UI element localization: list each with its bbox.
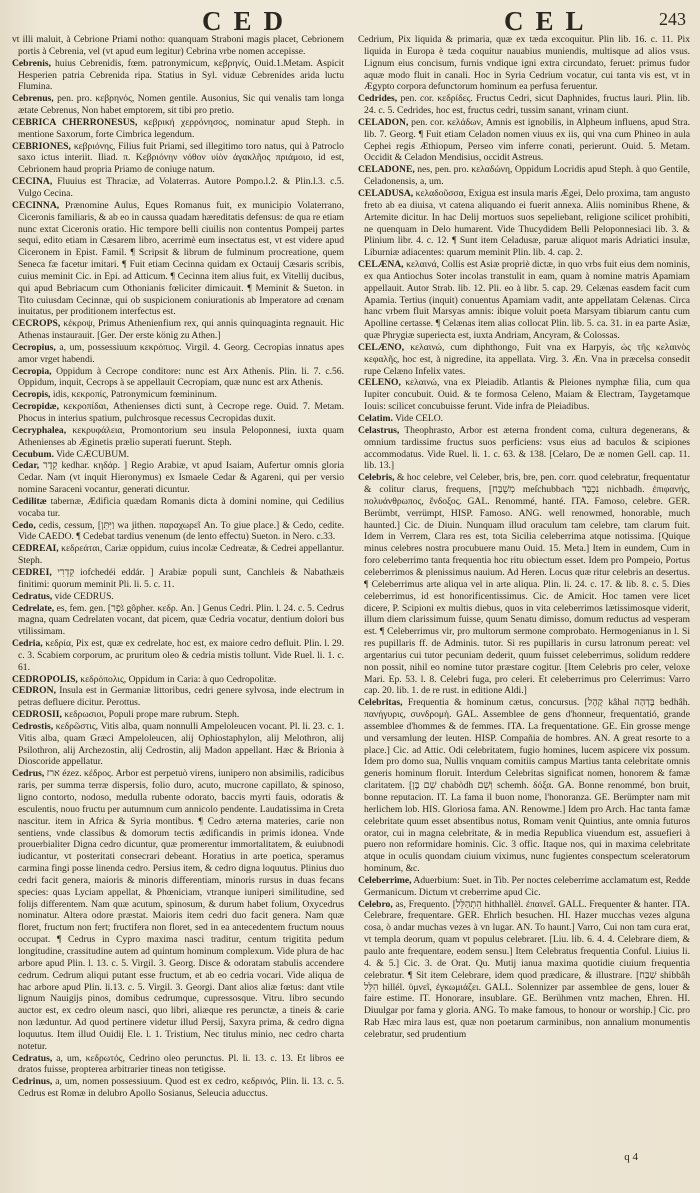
entry-text: κελαδοῦσσα, Exigua est insula maris Ægei, Delo proxima, tam angusto freto ab ea diuisa, vt catena aliquando ei fuerit annexa. Aliis nominibus Rhene, & Artemite dicitur. In hac Delij mortuos suos sepeliebant, religione scilicet prohibiti, ne quenquam in Delo humarent. Vide Thucydidem Belli Peloponnesiaci lib. 3. & Plinium libr. 4. c. 12. ¶ Sunt item Celadusæ, paruæ aliquot maris Adriatici insulæ, Liburniæ adiacentes: quarum meminit Plin. lib. 4. cap. 2. — [364, 187, 690, 259]
entry-text: Oppidum à Cecrope conditore: nunc est Arx Athenis. Plin. li. 7. c.56. Oppidum, inquit, Cecrops à se appellauit Cecropiam, quæ nunc est arx Athenis. — [18, 365, 344, 389]
dictionary-entry — [358, 425, 690, 472]
dictionary-entry — [12, 449, 344, 461]
entry-text: Insula est in Germaniæ littoribus, cedri genere sylvosa, inde electrum in petras defluere dicitur. Perottus. — [18, 685, 344, 709]
entry-text: κεδρόπολις, Oppidum in Caria: à quo Cedropolitæ. — [80, 673, 277, 685]
entry-text: vt illi maluit, à Cebrione Priami notho: quanquam Straboni magis placet, Cebrionem portis à Cebrenia, vel (vt apud eum legitur) Cebrina vrbe nomen accepisse. — [12, 34, 344, 57]
dictionary-entry — [12, 141, 344, 177]
entry-headword: Cebrenus, — [12, 93, 54, 105]
entry-headword: Celebritas, — [358, 697, 403, 709]
entry-headword: Cedilitæ — [12, 495, 47, 507]
right-column — [358, 34, 690, 1181]
dictionary-entry — [12, 200, 344, 318]
entry-text: & hoc celebre, vel Celeber, bris, bre, pen. corr. quod celebratur, frequentatur & colitur clarus, frequens, [מְשֻׁבָּח meſchubbach נִכְבָּד nichbadh. ἐπιφανής, πολυάνθρωπος, ἔνδοξος. GAL. Renommé, hanté. ITA. Famoso, celebre. GER. Berümbt, verrümpt, HISP. Famoso. ANG. well renowmed, honorable, much haunted.] Cic. de Diuin. Nunquam illud oraculum tam celebre, tam clarum fuit. Idem in Verrem, Clara res est, tota Sicilia celeberrima atque notissima. [Quique minus celebres nostra procubuere manu Ouid. 15. Meta.] Item in eundem, Cum in foro celeberrimo tanta frequentia hoc ritu obiectum esset. Idem pro Pompeio, Portus celeberrimos & plenissimus nauium. Ad Heren. Locus quæ ritur celebris an desertus. ¶ Celeberrimus arte aliqua vel in arte aliqua. Plin. li. 24. c. 17. & lib. 8. c. 5. Dies celeberrimus, id est honorificentissimus. Cic. de Amicit. Hoc tamen vere licet dicere, P. Scipioni ex multis diebus, quos in vita celeberrimos lætissimosque viderit, illum diem clarissimum fuisse, quum Senatu dimisso, domum reductus ad vesperam est. ¶ Celeberrimus vir, pro multorum sermone comprobato. Hermogenianus in l. Si res pupillaris ff. de Adminis. tutor. Si res pupillaris in cursu latronum pereat: vel argentarius cui tutor pecuniam dederit, quum fuisset celeberrimus, solidum reddere non possit, nihil eo nomine tutor præstare cogitur. [Item Celebris pro celer, veloxe Mari. Ep. 53. l. 8. Celebri fuga, pro celeri. Et celeberrimus pro Celerrimus: Varro cap. 20. lib. 1. de re rust. in editione Aldi.] — [364, 472, 690, 697]
entry-text: Vide CÆCUBUM. — [56, 448, 130, 460]
entry-headword: CEDRON, — [12, 685, 56, 697]
entry-text: κεδρωσιοι, Populi prope mare rubrum. Steph. — [64, 709, 240, 721]
page-number: 243 — [659, 9, 686, 29]
entry-headword: CELADUSA, — [358, 187, 414, 199]
dictionary-entry — [12, 638, 344, 674]
entry-headword: CEDROPOLIS, — [12, 673, 78, 685]
entry-headword: Celeberrime, — [358, 874, 412, 886]
dictionary-entry — [12, 685, 344, 709]
dictionary-entry — [12, 176, 344, 200]
entry-headword: CECROPS, — [12, 318, 61, 330]
entry-text: κεδρία, Pix est, quæ ex cedrelate, hoc est, ex maiore cedro defluit. Plin. l. 29. c. 3. Scabiem corporum, ac pruritum oleo & cedria mistis tollunt. Vide Ruel. li. 1. c. 61. — [18, 638, 344, 673]
entry-text: κεβρική χερρόνησος, nominatur apud Steph. in mentione Saxorum, forte Cimbrica legendum. — [18, 116, 344, 140]
entry-headword: Cedrostis, — [12, 720, 54, 732]
entry-text: קֵדְרִי iofchedéi eddár. ] Arabiæ populi sunt, Canchleis & Nabathæis finitimi: quorum meminit Pli. li. 5. c. 11. — [18, 566, 344, 590]
entry-text: pen. cor. κεδρίδες. Fructus Cedri, sicut Daphnides, fructus lauri. Plin. lib. 24. c. 5. Cedrides, hoc est, fructus cedri, tussim sanant, vrinam ciunt. — [364, 93, 690, 117]
dictionary-entry — [358, 164, 690, 188]
entry-text: κελαινώ, vna ex Pleiadib. Atlantis & Pleiones nymphæ filia, cum qua Iupiter concubuit. Ouid. & te formosa Celeno, Maiam & Electram, Taygetamque Iouis: scilicet concubuisse ferunt. Vide infra de Pleiadibus. — [364, 377, 690, 413]
entry-headword: Cecryphalea, — [12, 424, 67, 436]
entry-text: Theophrasto, Arbor est æterna frondent coma, cultura degenerans, & omnium tardissime fructus suos perficiens: vsus eius ad baculos & scipiones accommodatus. Vide Ruel. li. 1. c. 63. & 138. [Celaro, De æ nomen Gell. cap. 11. lib. 13.] — [364, 424, 690, 472]
dictionary-entry — [12, 366, 344, 390]
entry-text: tabernæ, Ædificia quædam Romanis dicta à domini nomine, qui Cedilius vocaba tur. — [18, 495, 344, 519]
left-column — [12, 34, 344, 1181]
entry-text: Frequentia & hominum cætus, concursus. [קָהָל kâhal בֶּדְהָה bedhâh. πανήγυρις, συνδρομὴ. GAL. Assemblee de gens d'honneur, frequentatió, grande assemblee d'hommes & de femmes. ITA. La frequentatione. GE. Ein grosse menge und versamlung der leuten. HISP. Compañia de hombres. AN. A great resorte to a place.] Cic. ad Attic. Odi celebritatem, fugio homines, lucem aspicere vix possum. Idem pro domo sua, Nullis vnquam comitiis campus Martius tanta celebritate omnis generis hominum floruit. Interdum Celebritas significat nomen, honorem & famæ claritatem. [שֵׁם בֶּן chabòdh וְשֵׁם schemh. δόξα. GA. Bonne renommé, bon bruit, bonne reputacion. IT. La fama il buon nome, l'honoranza. GE. Berümpter nam mit herlichem lob. HIS. Gloriosa fama. AN. Renowme.] Idem pro Arch. Hac tanta famæ celebritate quum esset absentibus notus, Romam venit Quintius, ante omnia futuros orator, cui in magna celebritate, & in media Republica viuendum est, assuefieri à puero non reformidare hominis. Cic. 3 offic. Itaque nos, qui in maxima celebritate atque in oculis quondam ciuium viximus, nunc fugientes conspectum sceleratorum hominum, &c. — [364, 697, 690, 875]
entry-headword: CELADONE, — [358, 164, 415, 176]
dictionary-entry — [358, 899, 690, 1041]
entry-text: cedis, cessum, [וַיִּתֵּן wa jithen. παραχωρεῖ An. To giue place.] & Cedo, cedite. Vide CAEDO. ¶ Cedebat tardius venenum (de lento effectu) Sueton. in Nero. c.33. — [18, 519, 344, 543]
entry-text: nes, pen. pro. κελαδώνη, Oppidum Locridis apud Steph. à quo Gentile, Celadonensis, a, um. — [364, 164, 690, 188]
entry-headword: Cecropis, — [12, 389, 51, 401]
dictionary-entry — [12, 543, 344, 567]
dictionary-entry — [12, 768, 344, 1052]
entry-headword: Cedrus, — [12, 768, 45, 780]
dictionary-entry — [12, 674, 344, 686]
entry-headword: Celebris, — [358, 472, 395, 484]
entry-headword: CEDREAI, — [12, 543, 59, 555]
entry-text: ארז ézez. κέδρος. Arbor est perpetuò virens, iunipero non absimilis, radicibus raris, per summa terræ dispersis, folio duro, acuto, mucrone capillato, & spinoso, ligno contorto, nodoso, medulla rubente odorato, baccis myrti fauis, odoratis & esculentis, nouo fructu per autumnum cum annicolo pendente. Laudatissima in Creta nascitur. item in Africa & Syria montibus. ¶ Cedro æterna materies, carie non sentiens, vnde classibus & domorum tectis ædificandis in primis idonea. Vnde prouerbialiter Digna cedro dicuntur, quæ promerentur immortalitatem, & euiubnodi iudicantur, vt posteritati consecrari debeant. Horatius in arte poetica, speramus carmina fingi posse linenda cedro. Persius item, & cedro digna loquutus. Plinius duo cedri facit genera, maioris & minoris differentiam, minoris rursus in duas fecans species: quas Lyciam appellat, & Phœniciam, vtranque iuniperi similitudine, sed folijs differentem. Nam quæ acutum, spinosum, & durum habet folium, Oxycedrus nominatur. Altera odore præstat. Maioris item cedri duo facit genera. Nam quæ floret, fructum non fert; fructifera non floret, sed in ea antecedentem fructum nouus occupat. ¶ Cedrus in Cypro maxima nasci traditur, centum trigitita pedum longitudine, crassitudine autem ad quintum hominum complexum. Vide plura de hac arbore apud Plin. l. 13. c. 5. Virgil. 3. Georg. Disce & odoratam stabulis accendere cedrum. Cedrum aliqui putant esse fructum, et ab eo cedria vocari. Vide aliqua de hac arbore apud Plin. li.13. c. 5. Virgil. 3. Georgi. Dant alios aliæ fœtus: dant vtile lignum Nauigijs pinos, domibus cedrumque, cupressosque. Vitru. libro secundo auctor est, ex cedro oleum nasci, quo libri, aliæque res perunctæ, a tineis & carie non læduntur. Ad quod pertinere videtur illud Persij, Saxyra prima, & cedro digna loquutus. Item illud Ouidij Ele. l. 1. Tristium, Nec titulus minio, nec cedro charta notetur. — [18, 768, 344, 1052]
dictionary-entry — [12, 1053, 344, 1077]
dictionary-entry — [12, 58, 344, 94]
dictionary-entry — [12, 342, 344, 366]
entry-text: Cedrium, Pix liquida & primaria, quæ ex tæda excoquitur. Plin lib. 16. c. 11. Pix liquida in Europa è tæda coquitur nauabius muniendis, multisque ad alios vsus. Lignum eius concisum, furnis vndique igni extra circundato, feruet: primus fudor aquæ modo fluit in canali. Hoc in Syria Cedrium vocatur, cui tanta vis est, vt in Ægypto corpora defunctorum hominum ea perfusa feruentur. — [358, 34, 690, 93]
dictionary-entry — [358, 875, 690, 899]
dictionary-entry — [12, 567, 344, 591]
entry-text: קֵדָר kedhar. κηδάρ. ] Regio Arabiæ, vt apud Isaiam, Aufertur omnis gloria Cedar. Nam (vt inquit Hieronymus) ex Ismaele Cedar & Agareni, qui per versio nomine Saraceni vocantur, generati dicuntur. — [18, 460, 344, 496]
dictionary-entry — [12, 117, 344, 141]
entry-text: κεβριόνης, Filius fuit Priami, sed illegitimo toro natus, qui à Patroclo saxo ictus interiit. Iliad. π. Κεβριόνην νόθον υἱὸν ἀγακλῆος πριάμοιο, id est, Cebrionem haud propria Priamo de coniuge natum. — [18, 140, 344, 176]
dictionary-entry — [12, 425, 344, 449]
entry-headword: CEDREI, — [12, 566, 52, 578]
dictionary-entry — [12, 721, 344, 768]
two-column-body — [12, 34, 690, 1181]
entry-headword: Cecropia, — [12, 365, 52, 377]
entry-text: Vide CELO. — [395, 413, 444, 424]
entry-headword: Cedratus, — [12, 590, 53, 602]
dictionary-entry — [12, 401, 344, 425]
entry-text: κεδρεάται, Cariæ oppidum, cuius incolæ Cedreatæ, & Cedrei appellantur. Steph. — [18, 543, 344, 567]
entry-text: a, um, κεδρωτός, Cedrino oleo perunctus. Pl. li. 13. c. 13. Et libros ee dratos fuisse, propterea arbitrarier tineas non tetigisse. — [18, 1052, 344, 1076]
entry-text: a, um, possessiuum κεκρόπιος. Virgil. 4. Georg. Cecropias innatus apes amor vrget habendi. — [18, 341, 344, 365]
entry-text: κέκροψ, Primus Athenienfium rex, qui annis quinquaginta regnauit. Hic Athenas instaurauit. [Ger. Der erste könig zu Athen.] — [18, 318, 344, 342]
dictionary-entry — [358, 259, 690, 342]
dictionary-entry — [12, 520, 344, 544]
entry-text: idis, κεκροπίς, Patronymicum fœmininum. — [52, 389, 217, 401]
entry-text: Aduerbium: Suet. in Tib. Per noctes celeberrime acclamatum est, Redde Germanicum. Dictum vt creberrime apud Cic. — [364, 874, 690, 898]
entry-headword: Celatim. — [358, 413, 393, 424]
dictionary-entry — [358, 413, 690, 425]
entry-headword: Cecropius, — [12, 341, 56, 353]
dictionary-entry — [358, 188, 690, 259]
entry-headword: CECINA, — [12, 176, 53, 188]
entry-text: κελαινά, Collis est Asiæ propriè dictæ, in quo vrbs fuit eius dem nominis, ex qua Antiochus Soter incolas transtulit in eam, quam à nomine matris Apamiam appellauit. Autor Strab. lib. 12. Pli. eo à libr. 5. cap. 29. Celænas easdem facit cum Apamia. Tertius (inquit) conuentus Apamiam vadit, ante appellatam Celænas. Circa hanc vrbem fluit Marsyas amnis: ibique voluit poeta Marsyam tibiarum cantu cum Apolline certasse. ¶ Celænas item alias collocat Plin. lib. 5. ca. 31. in ea parte Asiæ, quæ Phrygiæ superiecta est, iuxta Andriam, Ancyram, & Colossas. — [364, 259, 690, 342]
entry-text: Prænomine Aulus, Eques Romanus fuit, ex municipio Volaterrano, Ciceronis familiaris, & ab eo in caussa quadam hæreditatis defensus: de qua re etiam nunc extat Ciceronis oratio. Hic tempore belli ciuilis non contentus Pompeij partes sequi, edito etiam in Cæsarem libro, acerrimè eum insectatus est, vt est videre apud Ciceronem in Epist. Famil. ¶ Scripsit & librum de fulminum procreatione, quem Seneca fæ facetur imitari. ¶ Fuit etiam Cecinna quidam ex Octauij Cæsaris scribis, cuius meminit Cic. in Epi. ad Atticum. ¶ Cecinna item alius fuit, ex Vitellij ducibus, qui apud Bebriacum cum Othonianis fœliciter dimicauit. ¶ Meminit & Sueton. in Tito cuiusdam Cecinnæ, qui ob suspicionem coniurationis ab Imperatore ad cœnam inuitatus, per proditionem interfectus est. — [18, 199, 344, 318]
entry-text: a, um, nomen possessiuum. Quod est ex cedro, κεδρινός, Plin. li. 13. c. 5. Cedrus est Romæ in delubro Apollo Sosianus, Seleucia aducctus. — [18, 1076, 344, 1100]
dictionary-entry — [12, 496, 344, 520]
entry-text: Fluuius est Thraciæ, ad Volaterras. Autore Pompo.l.2. & Plin.l.3. c.5. Vulgo Cecina. — [18, 176, 344, 199]
entry-headword: CEDROSII, — [12, 709, 62, 721]
dictionary-entry — [12, 93, 344, 117]
entry-headword: Cecubum. — [12, 448, 54, 460]
entry-headword: CELÆNA, — [358, 259, 404, 271]
entry-headword: Cedrides, — [358, 93, 398, 105]
entry-headword: Cedrelate, — [12, 602, 55, 614]
dictionary-entry — [12, 591, 344, 603]
dictionary-entry — [12, 603, 344, 639]
dictionary-entry — [358, 377, 690, 413]
entry-text: vide CEDRUS. — [54, 590, 114, 602]
header-left-title: CED — [202, 6, 296, 36]
dictionary-entry — [12, 34, 344, 58]
dictionary-entry — [12, 709, 344, 721]
entry-headword: Cedar, — [12, 460, 40, 472]
entry-headword: Celebro, — [358, 898, 393, 910]
dictionary-entry — [358, 472, 690, 697]
entry-headword: Celastrus, — [358, 424, 400, 436]
header-right-title: CEL — [504, 6, 596, 36]
entry-headword: CELÆNO, — [358, 341, 405, 353]
dictionary-entry — [12, 389, 344, 401]
entry-headword: Cebrenis, — [12, 57, 51, 69]
dictionary-entry — [358, 117, 690, 164]
running-header — [12, 6, 686, 36]
entry-headword: Cedrinus, — [12, 1076, 53, 1088]
dictionary-entry — [358, 697, 690, 875]
entry-text: es, fem. gen. [גֹּפֶר gôpher. κεδρ. An. ] Genus Cedri. Plin. l. 24. c. 5. Cedrus magna, quam Cedrelaten vocant, dat picem, quæ Cedria vocatur, dentium dolori bus vtilissimam. — [18, 602, 344, 638]
entry-text: κεδρῶστις, Vitis alba, quam nonnulli Ampeloleucen vocant. Pl. li. 23. c. 1. Vitis alba, quam Græci Ampeloleucen, alij Ophiostaphylon, alij Melothron, alij Psilothron, alij Archezostin, alij Cedrostin, alij Madon appellant. Hæc & Brionia à Dioscoride appellatur. — [18, 720, 344, 768]
entry-headword: CEBRIONES, — [12, 140, 71, 152]
dictionary-entry — [358, 342, 690, 378]
entry-headword: Cedria, — [12, 638, 43, 650]
dictionary-entry — [12, 460, 344, 496]
entry-headword: Cedratus, — [12, 1052, 53, 1064]
dictionary-entry — [12, 1076, 344, 1100]
entry-headword: CELENO, — [358, 377, 401, 389]
entry-headword: Cedo, — [12, 519, 36, 531]
entry-text: huius Cebrenidis, fœm. patronymicum, κεβρηνίς, Ouid.1.Metam. Aspicit Hesperien patria Cebrenida ripa. Statius in Syl. viduæ Cebrenides arida luctu Flumina. — [18, 57, 344, 93]
catchword: q 4 — [624, 1151, 638, 1163]
entry-headword: Cecropidæ, — [12, 401, 59, 413]
dictionary-entry — [358, 93, 690, 117]
entry-text: as, Frequento. [הִתְהַלֵּל hithhallèl. ἐπαινεῖ. GALL. Frequenter & hanter. ITA. Celebrare, frequentare. GER. Ehrlich besuchen. HI. Hazer mucchas vezes alguna cosa, ò andar muchas vezes à vn lugar. AN. To haunt.] Varro, Cui non tam cura erat, vt templa deorum, quam vt populus celebraret. [Liu. lib. 6. 4. 4. Celebrare diem, & paulo ante frequentare, eodem sensu.] Item Celebratus frequentia Conful. Liuius li. 4. & 5.] Cic. 3. de Orat. Qu. Mutij ianua maxima quotidie ciuium frequentia celebratur. ¶ Sit item Celebrare, idem quod prædicare, & illustrare. [שִׁבַּח shibbâh הִלֵּל hillél. ὑμνεῖ, ἐγκωμιάζει. GALL. Solennizer par assemblee de gens, louer & faire estime. IT. Honorare, insublare. GE. Berühmen vntz machen, Ehren. HI. Diuulgar por fama y gloria. ANG. To make famous, to honour or worship.] Cic. pro Rab Hæc mira laus est, quæ non poetarum carminibus, non annalium monumentis celebratur, sed prudentium — [364, 898, 690, 1040]
dictionary-entry — [358, 34, 690, 93]
entry-text: κελαινώ, cum diphthongo, Fuit vna ex Harpyis, ὠς τῆς κελαινὸς κεφαλῆς, hoc est, à nigredine, ita appellata. Virg. 3. Æn. Vna in præcelsa consedit rupe Celæno Infelix vates. — [364, 341, 690, 377]
entry-headword: CEBRICA CHERRONESUS, — [12, 116, 138, 128]
entry-headword: CELADON, — [358, 116, 409, 128]
entry-text: pen. cor. κελάδων, Amnis est ignobilis, in Alpheum influens, apud Stra. lib. 7. Georg. ¶ Fuit etiam Celadon nomen viuus ex iis, qui vna cum Phineo in aula Cephei regis Æthiopum, Perseo vim inferre conati, perierunt. Ouid. 5. Metam. Occidit & Celadon Mendisius, occidit Astreus. — [364, 116, 690, 164]
dictionary-entry — [12, 318, 344, 342]
entry-text: pen. pro. κεβρηνός, Nomen gentile. Ausonius, Sic qui venalis tam longa ætate Cebrenus, Non habet emptorem, sit tibi pro pretio. — [18, 93, 344, 117]
entry-text: κεκρυφάλεια, Promontorium seu insula Peloponnesi, iuxta quam Athenienses ab Æginetis prælio superati fuerunt. Steph. — [18, 424, 344, 448]
entry-text: κεκροπίδαι, Athenienses dicti sunt, à Cecrope rege. Ouid. 7. Metam. Phocus in interius spatium, pulchrosque recessus Cecropidas duxit. — [18, 401, 344, 424]
entry-headword: CECINNA, — [12, 199, 60, 211]
